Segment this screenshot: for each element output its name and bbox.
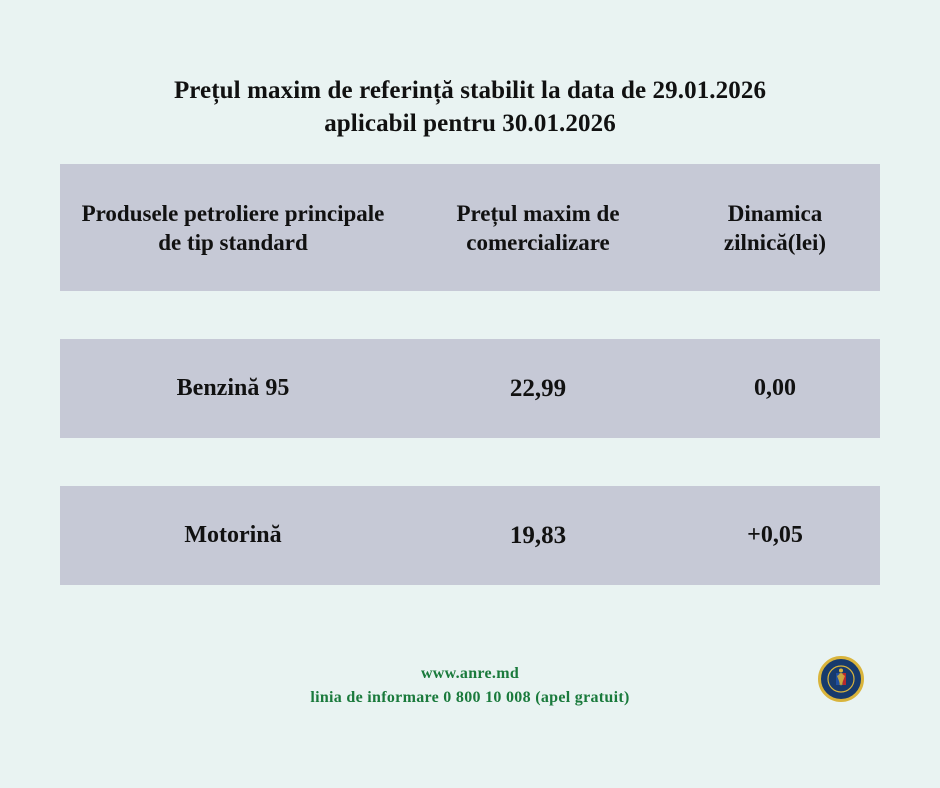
title-line-1: Prețul maxim de referință stabilit la data de 29.01.2026 (173, 77, 767, 104)
anre-logo (818, 656, 864, 702)
cell-product-price: 19,83 (509, 521, 567, 549)
table-header-row (60, 164, 880, 291)
column-header-dynamic: Dinamica zilnică(lei) (723, 200, 827, 255)
cell-product-dynamic: 0,00 (754, 375, 796, 401)
price-table (60, 140, 880, 585)
column-header-product: Produsele petroliere principale de tip standard (81, 200, 385, 255)
cell-product-dynamic: +0,05 (747, 522, 803, 548)
table-row (60, 339, 880, 438)
footer-website[interactable]: www.anre.md (420, 665, 520, 682)
footer-hotline: linia de informare 0 800 10 008 (apel gratuit) (310, 689, 630, 706)
cell-product-price: 22,99 (509, 374, 567, 402)
coat-of-arms-icon (826, 664, 856, 694)
footer (0, 662, 940, 710)
page-title (0, 0, 940, 140)
column-header-price: Prețul maxim de comercializare (456, 200, 620, 255)
title-line-2: aplicabil pentru 30.01.2026 (324, 110, 616, 137)
cell-product-name: Motorină (184, 522, 282, 548)
cell-product-name: Benzină 95 (176, 375, 290, 401)
table-row (60, 486, 880, 585)
